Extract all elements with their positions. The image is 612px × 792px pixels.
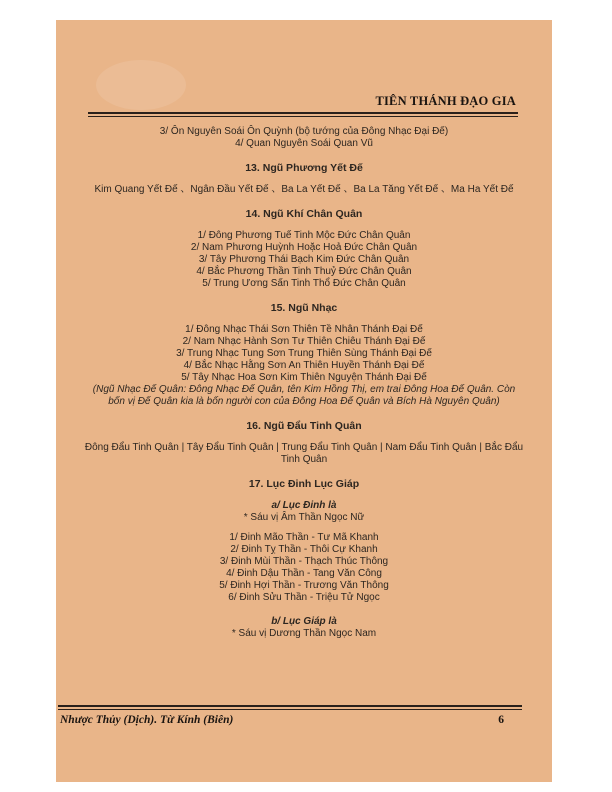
page-number: 6 — [498, 714, 504, 726]
list-item: 2/ Nam Nhạc Hành Sơn Tư Thiên Chiêu Thánh Đại Đế — [182, 336, 426, 347]
intro-line: 4/ Quan Nguyên Soái Quan Vũ — [235, 138, 373, 149]
list-item: 3/ Trung Nhạc Tung Sơn Trung Thiên Sùng Thánh Đại Đế — [176, 348, 432, 359]
footer-rule — [58, 705, 522, 710]
list-item: 1/ Đông Phương Tuế Tinh Mộc Đức Chân Quân — [197, 230, 411, 241]
list-item: 4/ Bắc Nhạc Hằng Sơn An Thiên Huyền Thánh Đại Đế — [183, 360, 425, 371]
list-item: 4/ Bắc Phương Thần Tinh Thuỷ Đức Chân Quân — [196, 266, 412, 277]
list-item: 2/ Nam Phương Huỳnh Hoặc Hoả Đức Chân Quân — [190, 242, 418, 253]
page-body — [70, 126, 538, 640]
list-item: 6/ Đinh Sửu Thần - Triệu Tử Ngọc — [228, 592, 380, 603]
list-item: 1/ Đinh Mão Thần - Tư Mã Khanh — [229, 532, 379, 543]
footer-credits: Nhược Thủy (Dịch). Từ Kính (Biên) — [60, 714, 234, 726]
section-heading-14: 14. Ngũ Khí Chân Quân — [245, 208, 363, 220]
luc-giap-summary: * Sáu vị Dương Thần Ngọc Nam — [231, 628, 377, 639]
document-page — [56, 20, 552, 782]
section-16-text: Đông Đẩu Tinh Quân | Tây Đẩu Tinh Quân | Trung Đẩu Tinh Quân | Nam Đẩu Tinh Quân | Bắc Đẩu Tinh Quân — [84, 442, 524, 465]
section-heading-16: 16. Ngũ Đẩu Tinh Quân — [246, 420, 362, 432]
list-item: 5/ Trung Ương Sấn Tinh Thổ Đức Chân Quân — [202, 278, 406, 289]
header-rule — [88, 112, 518, 117]
running-header-title: TIÊN THÁNH ĐẠO GIA — [375, 94, 516, 108]
list-item: 1/ Đông Nhạc Thái Sơn Thiên Tề Nhân Thánh Đại Đế — [185, 324, 423, 335]
list-item: 5/ Đinh Hợi Thần - Trương Văn Thông — [219, 580, 389, 591]
section-15-note: (Ngũ Nhạc Đế Quân: Đông Nhạc Đế Quân, tên Kim Hồng Thị, em trai Đông Hoa Đế Quân. Còn bốn vị Đế Quân kia là bốn người con của Đông Hoa Đế Quân và Bích Hà Nguyên Quân) — [92, 384, 516, 407]
subheading-luc-giap: b/ Lục Giáp là — [271, 616, 337, 627]
section-heading-17: 17. Lục Đinh Lục Giáp — [248, 478, 360, 490]
list-item: 3/ Đinh Mùi Thần - Thạch Thúc Thông — [219, 556, 389, 567]
subheading-luc-dinh: a/ Lục Đinh là — [271, 500, 337, 511]
section-13-text: Kim Quang Yết Đế 、Ngân Đầu Yết Đế 、Ba La Yết Đế 、Ba La Tăng Yết Đế 、Ma Ha Yết Đế — [94, 184, 514, 195]
section-heading-15: 15. Ngũ Nhạc — [270, 302, 338, 314]
list-item: 5/ Tây Nhạc Hoa Sơn Kim Thiên Nguyện Thánh Đại Đế — [181, 372, 427, 383]
spacer — [70, 604, 538, 612]
list-item: 4/ Đinh Dậu Thần - Tang Văn Công — [226, 568, 382, 579]
list-item: 2/ Đinh Tỵ Thần - Thôi Cự Khanh — [230, 544, 378, 555]
spacer — [70, 524, 538, 532]
paper-smudge — [96, 60, 186, 110]
section-heading-13: 13. Ngũ Phương Yết Đế — [245, 162, 363, 174]
list-item: 3/ Tây Phương Thái Bạch Kim Đức Chân Quân — [198, 254, 410, 265]
intro-line: 3/ Ôn Nguyên Soái Ôn Quỳnh (bộ tướng của Đông Nhạc Đại Đế) — [159, 126, 449, 137]
luc-dinh-summary: * Sáu vị Âm Thần Ngọc Nữ — [243, 512, 365, 523]
